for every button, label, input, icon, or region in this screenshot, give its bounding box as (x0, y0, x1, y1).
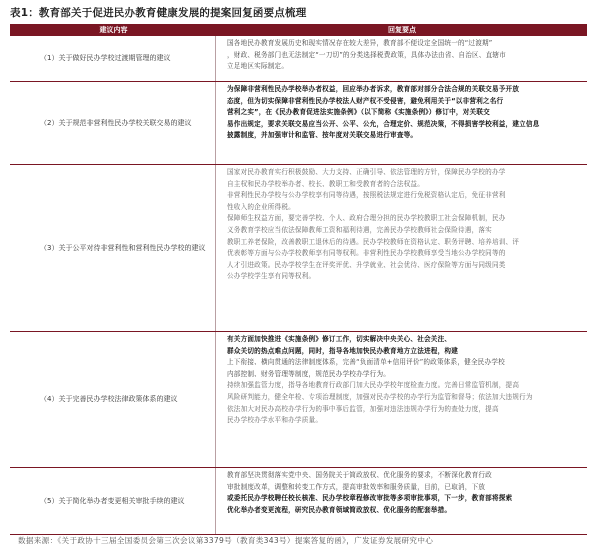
table-row (10, 36, 587, 80)
proposal-text: （1）关于做好民办学校过渡期管理的建议 (40, 54, 171, 62)
reply-line: 国家对民办教育实行积极鼓励、大力支持、正确引导、依法管理的方针，保障民办学校的办学 (227, 168, 506, 176)
reply-line: 义务教育学校应当依法保障教师工资和福利待遇，完善民办学校教师社会保险待遇，落实 (227, 225, 492, 234)
data-source-note: 数据来源：《关于政协十三届全国委员会第三次会议第3379号（教育类343号）提案答复的函》，广发证券发展研究中心 (18, 536, 434, 545)
reply-line: 风险研判能力，健全年检、专项治理制度，加强对民办学校的办学行为监管和督导；依法加大违规行为 (227, 392, 533, 401)
header-proposal: 建议内容 (99, 26, 128, 34)
reply-line: 国各地民办教育发展历史和现实情况存在较大差异，教育部不便设定全国统一的“过渡期” (227, 39, 493, 47)
reply-line: 有关方面加快推进《实施条例》修订工作，切实解决中央关心、社会关注、 (227, 335, 452, 343)
reply-line: ，财政、税务部门也无法制定“一刀切”的分类选择税费政策，具体办法由省、自治区、直辖市 (227, 50, 506, 59)
reply-cell (217, 468, 587, 534)
reply-line: 教职工养老保险，改善教职工退休后的待遇。民办学校教师在资格认定、职务评聘、培养培训、评 (227, 237, 520, 246)
proposal-text: （4）关于完善民办学校法律政策体系的建议 (40, 395, 178, 403)
reply-line: 人才引进政策。民办学校学生在评奖评优、升学就业、社会优待、医疗保险等方面与同级同类 (227, 260, 506, 269)
reply-line: 优化举办者变更流程，研究民办教育领域简政放权、优化服务的配套举措。 (227, 505, 452, 514)
reply-line: 保障师生权益方面，要完善学校、个人、政府合理分担的民办学校教职工社会保障机制，民办 (227, 214, 506, 223)
reply-line: 优表彰等方面与公办学校教师享有同等权利。非营利性民办学校教师享受当地公办学校同等的 (227, 249, 506, 258)
proposal-text: （2）关于规范非营利性民办学校关联交易的建议 (40, 118, 192, 127)
reply-line: 审批制度改革，调整和转变工作方式，提高审批效率和服务质量，目前，已取消，下放 (227, 482, 486, 491)
reply-line: 公办学校学生享有同等权利。 (227, 272, 316, 281)
reply-line: 持续加强监管力度，指导各地教育行政部门加大民办学校年度检查力度。完善日常监管机制，提高 (227, 381, 520, 390)
table-row (10, 332, 587, 466)
reply-line: 民办学校办学水平和办学质量。 (227, 416, 323, 425)
proposal-table (10, 24, 587, 534)
header-reply: 回复要点 (388, 26, 416, 34)
proposal-text: （3）关于公平对待非营利性和营利性民办学校的建议 (40, 243, 206, 252)
reply-cell (217, 332, 587, 466)
reply-line: 披露制度，并加强审计和监管、按年度对关联交易进行审查等。 (227, 131, 418, 140)
reply-line: 营利之实”，在《民办教育促进法实施条例》（以下简称《实施条例》）修订中，对关联交 (227, 108, 490, 117)
reply-line: 或委托民办学校聘任校长核准、民办学校章程修改审批等多项审批事项，下一步，教育部将探索 (227, 494, 513, 503)
reply-cell (217, 165, 587, 330)
reply-line: 内部控制、财务管理等制度，规范民办学校办学行为。 (227, 369, 391, 378)
reply-line: 非营利性民办学校与公办学校享有同等待遇，按照税法规定进行免税资格认定后，免征非营利 (227, 191, 506, 200)
proposal-cell (10, 332, 213, 466)
reply-line: 上下衔接、横向贯通的法律制度体系，完善“负面清单+信用评价”的政策体系，健全民办学校 (227, 358, 505, 367)
proposal-cell (10, 82, 213, 163)
reply-line: 教育部坚决贯彻落实党中央、国务院关于简政放权、优化服务的要求，不断深化教育行政 (227, 471, 492, 479)
reply-line: 自主权和民办学校举办者、校长、教职工和受教育者的合法权益。 (227, 179, 425, 188)
proposal-text: （5）关于简化举办者变更相关审批手续的建议 (40, 497, 185, 505)
reply-line: 性收入的企业所得税。 (227, 202, 295, 211)
table-row (10, 165, 587, 330)
proposal-cell (10, 36, 213, 80)
table-title: 表1：教育部关于促进民办教育健康发展的提案回复函要点梳理 (10, 7, 307, 19)
proposal-cell (10, 468, 213, 534)
table-row (10, 468, 587, 534)
reply-line: 易作出规定，要求关联交易应当公开、公平、公允，合理定价、规范决策，不得损害学校利益，建立信息 (227, 119, 540, 128)
table-row (10, 82, 587, 163)
proposal-cell (10, 165, 213, 330)
reply-line: 立足地区实际制定。 (227, 62, 289, 71)
reply-line: 态度，但为切实保障非营利性民办学校法人财产权不受侵害，避免利用关于“以非营利之名行 (227, 96, 504, 105)
reply-cell (217, 82, 587, 163)
reply-line: 依法加大对民办高校办学行为的事中事后监管，加强对违法违规办学行为的查处力度，提高 (227, 404, 499, 413)
reply-cell (217, 36, 587, 80)
table-header (10, 24, 587, 36)
reply-line: 群众关切的热点难点问题，同时，指导各地加快民办教育地方立法进程，构建 (227, 346, 458, 355)
reply-line: 为保障非营利性民办学校举办者权益，回应举办者诉求，教育部对部分合法合规的关联交易予开放 (227, 85, 520, 93)
